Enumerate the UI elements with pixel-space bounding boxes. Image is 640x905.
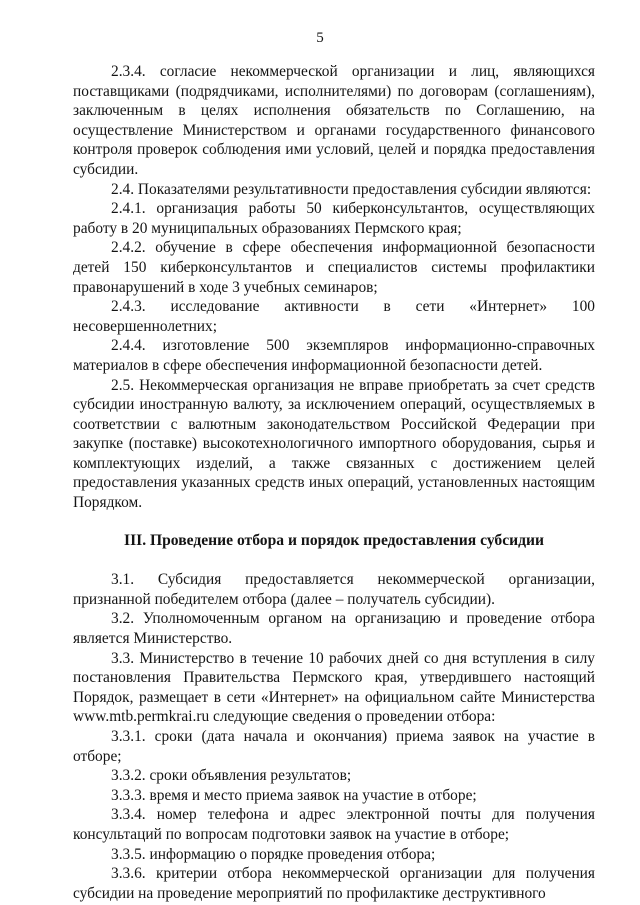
page-number: 5 <box>316 30 324 46</box>
paragraph-3-3-3: 3.3.3. время и место приема заявок на участие в отборе; <box>111 786 477 804</box>
paragraph-2-4-3: 2.4.3. исследование активности в сети «Интернет» 100 несовершеннолетних; <box>73 298 595 335</box>
paragraph-2-4: 2.4. Показателями результативности предоставления субсидии являются: <box>111 180 592 198</box>
paragraph-2-4-4: 2.4.4. изготовление 500 экземпляров информационно-справочных материалов в сфере обеспечения информационной безопасности детей. <box>73 337 595 374</box>
paragraph-2-5: 2.5. Некоммерческая организация не вправе приобретать за счет средств субсидии иностранную валюту, за исключением операций, осуществляемых в соответствии с валютным законодательством Российской Федерации при закупке (поставке) высокотехнологичного импортного оборудования, сырья и комплектующих изделий, а также связанных с достижением целей предоставления указанных средств иных операций, установленных настоящим Порядком. <box>73 376 595 512</box>
paragraph-3-1: 3.1. Субсидия предоставляется некоммерческой организации, признанной победителем отбора (далее – получатель субсидии). <box>73 571 595 608</box>
paragraph-3-3-5: 3.3.5. информацию о порядке проведения отбора; <box>111 845 436 863</box>
paragraph-3-3-1: 3.3.1. сроки (дата начала и окончания) приема заявок на участие в отборе; <box>73 728 595 765</box>
paragraph-3-2: 3.2. Уполномоченным органом на организацию и проведение отбора является Министерство. <box>73 610 595 648</box>
paragraph-2-4-1: 2.4.1. организация работы 50 киберконсультантов, осуществляющих работу в 20 муниципальных образованиях Пермского края; <box>73 200 595 237</box>
paragraph-2-4-2: 2.4.2. обучение в сфере обеспечения информационной безопасности детей 150 киберконсультантов и специалистов системы профилактики правонарушений в ходе 3 учебных семинаров; <box>73 239 595 296</box>
paragraph-3-3-4: 3.3.4. номер телефона и адрес электронной почты для получения консультаций по вопросам подготовки заявок на участие в отборе; <box>73 806 595 843</box>
paragraph-3-3-6: 3.3.6. критерии отбора некоммерческой организации для получения субсидии на проведение мероприятий по профилактике деструктивного <box>73 865 595 902</box>
paragraph-3-3: 3.3. Министерство в течение 10 рабочих дней со дня вступления в силу постановления Правительства Пермского края, утвердившего настоящий Порядок, размещает в сети «Интернет» на официальном сайте Министерства www.mtb.permkrai.ru следующие сведения о проведении отбора: <box>73 649 595 726</box>
paragraph-2-3-4: 2.3.4. согласие некоммерческой организации и лиц, являющихся поставщиками (подрядчиками, исполнителями) по договорам (соглашениям), заключенным в целях исполнения обязательств по Соглашению, на осуществление Министерством и органами государственного финансового контроля проверок соблюдения ими условий, целей и порядка предоставления субсидии. <box>73 63 595 178</box>
document-body <box>73 62 595 903</box>
paragraph-3-3-2: 3.3.2. сроки объявления результатов; <box>111 767 352 785</box>
section-heading: III. Проведение отбора и порядок предоставления субсидии <box>124 531 544 549</box>
